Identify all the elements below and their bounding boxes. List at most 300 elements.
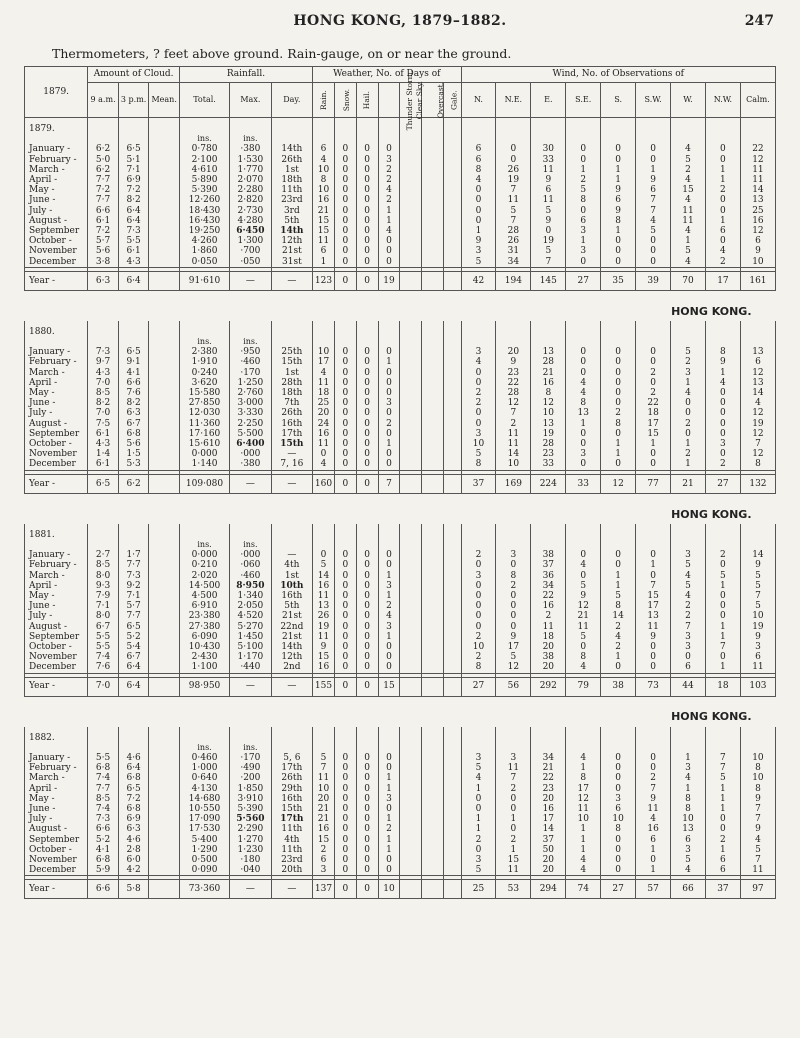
cell-day: 16th [271,794,312,804]
cell-se: 13 [566,408,601,418]
cell-mean [149,550,180,560]
cell-day: 3rd [271,206,312,216]
cell-mean [149,175,180,185]
year-label: 1881. [25,524,88,540]
cell-hail: 0 [356,835,378,845]
empty-cell [740,524,775,540]
cell-e: 22 [531,773,566,783]
empty-cell [636,118,671,135]
cell-pm: 6·7 [118,419,149,429]
empty-cell [400,743,422,753]
cell-overcast [422,459,444,470]
cell-day: 11th [271,845,312,855]
empty-cell [149,540,180,550]
cell-total: 14·680 [179,794,229,804]
cell-n: 0 [461,804,496,814]
cell-gale [444,398,461,408]
cell-pm: 6·3 [118,824,149,834]
total-max: — [230,271,271,290]
month-label: May - [25,794,88,804]
empty-cell [271,524,312,540]
cell-day: 16th [271,419,312,429]
cell-am: 5·6 [88,246,119,256]
total-label: Year - [25,677,88,696]
cell-nw: 5 [705,571,740,581]
cell-overcast [422,378,444,388]
cell-sw: 0 [636,257,671,268]
cell-sw: 11 [636,804,671,814]
cell-clear [400,398,422,408]
empty-cell [313,727,335,743]
col-overcast: Overcast. [422,83,444,118]
cell-clear [400,236,422,246]
cell-calm: 11 [740,165,775,175]
cell-overcast [422,429,444,439]
cell-n: 0 [461,845,496,855]
cell-pm: 6·5 [118,622,149,632]
cell-se: 0 [566,347,601,357]
cell-w: 4 [671,773,706,783]
empty-cell [400,524,422,540]
cell-calm: 12 [740,429,775,439]
month-label: October - [25,236,88,246]
cell-ne: 23 [496,368,531,378]
cell-sw: 0 [636,449,671,459]
cell-thunder: 0 [378,408,400,418]
cell-se: 1 [566,824,601,834]
table-row [25,784,776,794]
month-label: October - [25,845,88,855]
empty-cell [566,134,601,144]
cell-pm: 6·9 [118,175,149,185]
cell-s: 0 [601,388,636,398]
cell-n: 0 [461,419,496,429]
cell-max: 2·760 [230,388,271,398]
cell-overcast [422,347,444,357]
empty-cell [461,134,496,144]
cell-day: 14th [271,226,312,236]
cell-am: 8·2 [88,398,119,408]
total-snow: 0 [334,271,356,290]
cell-day: 18th [271,388,312,398]
cell-w: 1 [671,439,706,449]
cell-ne: 9 [496,632,531,642]
cell-sw: 0 [636,642,671,652]
cell-gale [444,835,461,845]
cell-nw: 9 [705,357,740,367]
cell-snow: 0 [334,165,356,175]
table-row [25,550,776,560]
cell-calm: 12 [740,226,775,236]
cell-e: 12 [531,398,566,408]
cell-thunder: 0 [378,642,400,652]
empty-cell [566,727,601,743]
cell-se: 8 [566,652,601,662]
cell-overcast [422,835,444,845]
cell-calm: 4 [740,398,775,408]
cell-clear [400,439,422,449]
cell-nw: 1 [705,165,740,175]
year-label-row [25,524,776,540]
cell-am: 7·6 [88,662,119,673]
cell-e: 33 [531,459,566,470]
cell-hail: 0 [356,662,378,673]
cell-calm: 6 [740,652,775,662]
cell-sw: 1 [636,865,671,876]
total-sw: 73 [636,677,671,696]
cell-thunder: 4 [378,226,400,236]
cell-sw: 0 [636,571,671,581]
cell-e: 13 [531,347,566,357]
total-n: 37 [461,474,496,493]
cell-thunder: 0 [378,388,400,398]
cell-clear [400,449,422,459]
unit-max: ins. [230,337,271,347]
running-title: HONG KONG, 1879–1882. [293,13,507,29]
cell-e: 50 [531,845,566,855]
cell-calm: 10 [740,257,775,268]
empty-cell [740,118,775,135]
cell-mean [149,784,180,794]
cell-rain: 7 [313,763,335,773]
year-total-row [25,474,776,493]
cell-s: 9 [601,206,636,216]
cell-rain: 11 [313,773,335,783]
cell-day: 21st [271,246,312,256]
empty-cell [740,337,775,347]
empty-cell [356,321,378,337]
cell-mean [149,632,180,642]
cell-thunder: 2 [378,419,400,429]
cell-nw: 0 [705,195,740,205]
cell-s: 0 [601,368,636,378]
cell-max: ·380 [230,144,271,154]
cell-clear [400,459,422,470]
table-row [25,855,776,865]
cell-day: 1st [271,571,312,581]
cell-nw: 6 [705,226,740,236]
month-label: September [25,835,88,845]
cell-ne: 7 [496,408,531,418]
cell-snow: 0 [334,835,356,845]
cell-sw: 7 [636,581,671,591]
cell-se: 4 [566,865,601,876]
col-w: W. [671,83,706,118]
cell-hail: 0 [356,449,378,459]
empty-cell [378,134,400,144]
month-label: January - [25,347,88,357]
cell-mean [149,165,180,175]
cell-thunder: 0 [378,236,400,246]
cell-pm: 7·7 [118,611,149,621]
cell-hail: 0 [356,257,378,268]
cell-sw: 0 [636,662,671,673]
cell-nw: 0 [705,206,740,216]
empty-cell [88,524,119,540]
cell-n: 0 [461,408,496,418]
cell-day: 7th [271,398,312,408]
cell-w: 11 [671,216,706,226]
empty-cell [531,743,566,753]
cell-n: 8 [461,165,496,175]
cell-e: 36 [531,571,566,581]
cell-s: 0 [601,357,636,367]
cell-n: 0 [461,794,496,804]
empty-cell [461,321,496,337]
cell-gale [444,195,461,205]
cell-sw: 7 [636,195,671,205]
cell-thunder: 4 [378,185,400,195]
cell-calm: 9 [740,246,775,256]
cell-se: 0 [566,368,601,378]
cell-se: 0 [566,144,601,154]
empty-cell [356,727,378,743]
cell-gale [444,388,461,398]
cell-max: 3·910 [230,794,271,804]
cell-n: 4 [461,773,496,783]
cell-s: 0 [601,855,636,865]
empty-cell [531,118,566,135]
empty-cell [422,134,444,144]
cell-ne: 0 [496,824,531,834]
cell-w: 0 [671,398,706,408]
cell-overcast [422,622,444,632]
cell-n: 2 [461,388,496,398]
cell-calm: 7 [740,855,775,865]
cell-sw: 1 [636,845,671,855]
cell-s: 14 [601,611,636,621]
total-sw: 57 [636,880,671,899]
cell-e: 11 [531,165,566,175]
cell-se: 4 [566,662,601,673]
cell-day: 20th [271,865,312,876]
cell-e: 16 [531,378,566,388]
cell-snow: 0 [334,652,356,662]
empty-cell [88,118,119,135]
empty-cell [496,321,531,337]
cell-mean [149,378,180,388]
cell-pm: 6·4 [118,763,149,773]
cell-pm: 6·8 [118,773,149,783]
cell-clear [400,591,422,601]
cell-snow: 0 [334,226,356,236]
total-label: Year - [25,474,88,493]
cell-pm: 6·0 [118,855,149,865]
cell-calm: 6 [740,236,775,246]
cell-n: 0 [461,601,496,611]
cell-day: 17th [271,763,312,773]
cell-rain: 16 [313,581,335,591]
cell-am: 7·7 [88,784,119,794]
cell-ne: 14 [496,449,531,459]
total-w: 70 [671,271,706,290]
weather-group-heading: Weather, No. of Days of [313,67,461,83]
empty-cell [400,540,422,550]
total-sw: 39 [636,271,671,290]
cell-n: 0 [461,378,496,388]
cell-calm: 12 [740,368,775,378]
cell-w: 6 [671,835,706,845]
month-label: December [25,459,88,470]
empty-cell [313,337,335,347]
cell-se: 12 [566,601,601,611]
empty-cell [740,727,775,743]
cell-n: 0 [461,622,496,632]
col-sw: S.W. [636,83,671,118]
cell-e: 21 [531,368,566,378]
cell-mean [149,368,180,378]
cell-thunder: 0 [378,368,400,378]
cell-overcast [422,388,444,398]
empty-cell [671,337,706,347]
cell-w: 4 [671,195,706,205]
cell-s: 0 [601,662,636,673]
cell-nw: 0 [705,236,740,246]
cell-gale [444,144,461,154]
cell-am: 7·7 [88,195,119,205]
cell-n: 4 [461,175,496,185]
cell-rain: 10 [313,185,335,195]
cell-sw: 17 [636,419,671,429]
cell-w: 2 [671,601,706,611]
cell-ne: 26 [496,236,531,246]
table-row [25,560,776,570]
cell-max: 1·850 [230,784,271,794]
cell-hail: 0 [356,845,378,855]
cell-total: 0·780 [179,144,229,154]
cell-mean [149,571,180,581]
cell-snow: 0 [334,601,356,611]
cell-max: 5·560 [230,814,271,824]
cell-max: ·380 [230,459,271,470]
cell-nw: 1 [705,622,740,632]
cell-nw: 6 [705,865,740,876]
cell-am: 5·7 [88,236,119,246]
month-label: December [25,662,88,673]
total-ne: 194 [496,271,531,290]
total-ne: 53 [496,880,531,899]
cell-mean [149,662,180,673]
cell-ne: 11 [496,429,531,439]
cell-day: 25th [271,347,312,357]
cell-w: 0 [671,408,706,418]
cell-se: 1 [566,835,601,845]
total-mean [149,880,180,899]
cell-thunder: 0 [378,378,400,388]
cell-snow: 0 [334,814,356,824]
empty-cell [400,134,422,144]
table-row [25,378,776,388]
total-clear [400,880,422,899]
cell-rain: 18 [313,388,335,398]
cell-calm: 6 [740,357,775,367]
cell-w: 3 [671,632,706,642]
cell-calm: 22 [740,144,775,154]
cell-se: 5 [566,581,601,591]
total-e: 292 [531,677,566,696]
cell-overcast [422,195,444,205]
table-row [25,388,776,398]
total-thunder: 15 [378,677,400,696]
cell-se: 8 [566,398,601,408]
cell-se: 3 [566,226,601,236]
cell-max: 1·230 [230,845,271,855]
cell-w: 5 [671,347,706,357]
cell-hail: 0 [356,429,378,439]
cell-sw: 11 [636,622,671,632]
empty-cell [671,321,706,337]
empty-cell [378,118,400,135]
cell-mean [149,773,180,783]
total-am: 6·6 [88,880,119,899]
cell-max: 2·730 [230,206,271,216]
cell-pm: 4·1 [118,368,149,378]
cell-am: 8·5 [88,560,119,570]
total-n: 42 [461,271,496,290]
empty-cell [271,727,312,743]
cell-pm: 7·6 [118,388,149,398]
cell-s: 6 [601,195,636,205]
cell-snow: 0 [334,845,356,855]
cell-e: 11 [531,622,566,632]
total-calm: 97 [740,880,775,899]
cell-snow: 0 [334,865,356,876]
cell-se: 0 [566,571,601,581]
cell-gale [444,357,461,367]
empty-cell [636,134,671,144]
cell-w: 5 [671,155,706,165]
cell-n: 1 [461,784,496,794]
cell-snow: 0 [334,185,356,195]
cell-total: 5·400 [179,835,229,845]
cell-ne: 7 [496,773,531,783]
cell-se: 5 [566,185,601,195]
cell-day: 23rd [271,855,312,865]
empty-cell [740,321,775,337]
cell-clear [400,550,422,560]
cell-s: 2 [601,408,636,418]
page-header [0,10,800,36]
cell-e: 16 [531,804,566,814]
cell-max: ·180 [230,855,271,865]
cell-am: 7·2 [88,226,119,236]
cell-rain: 10 [313,784,335,794]
cell-nw: 0 [705,419,740,429]
cell-w: 1 [671,784,706,794]
col-mean: Mean. [149,83,180,118]
cell-n: 5 [461,449,496,459]
col-gale: Gale. [444,83,461,118]
cell-nw: 1 [705,175,740,185]
cell-overcast [422,216,444,226]
table-row [25,155,776,165]
cell-hail: 0 [356,632,378,642]
cell-am: 6·7 [88,622,119,632]
cell-n: 3 [461,246,496,256]
cell-max: 2·250 [230,419,271,429]
cell-s: 10 [601,814,636,824]
empty-cell [334,337,356,347]
empty-cell [531,727,566,743]
cell-hail: 0 [356,622,378,632]
cell-se: 0 [566,257,601,268]
cell-nw: 2 [705,550,740,560]
cell-calm: 8 [740,784,775,794]
cell-am: 6·8 [88,763,119,773]
total-calm: 103 [740,677,775,696]
cell-pm: 5·1 [118,155,149,165]
cell-hail: 0 [356,419,378,429]
